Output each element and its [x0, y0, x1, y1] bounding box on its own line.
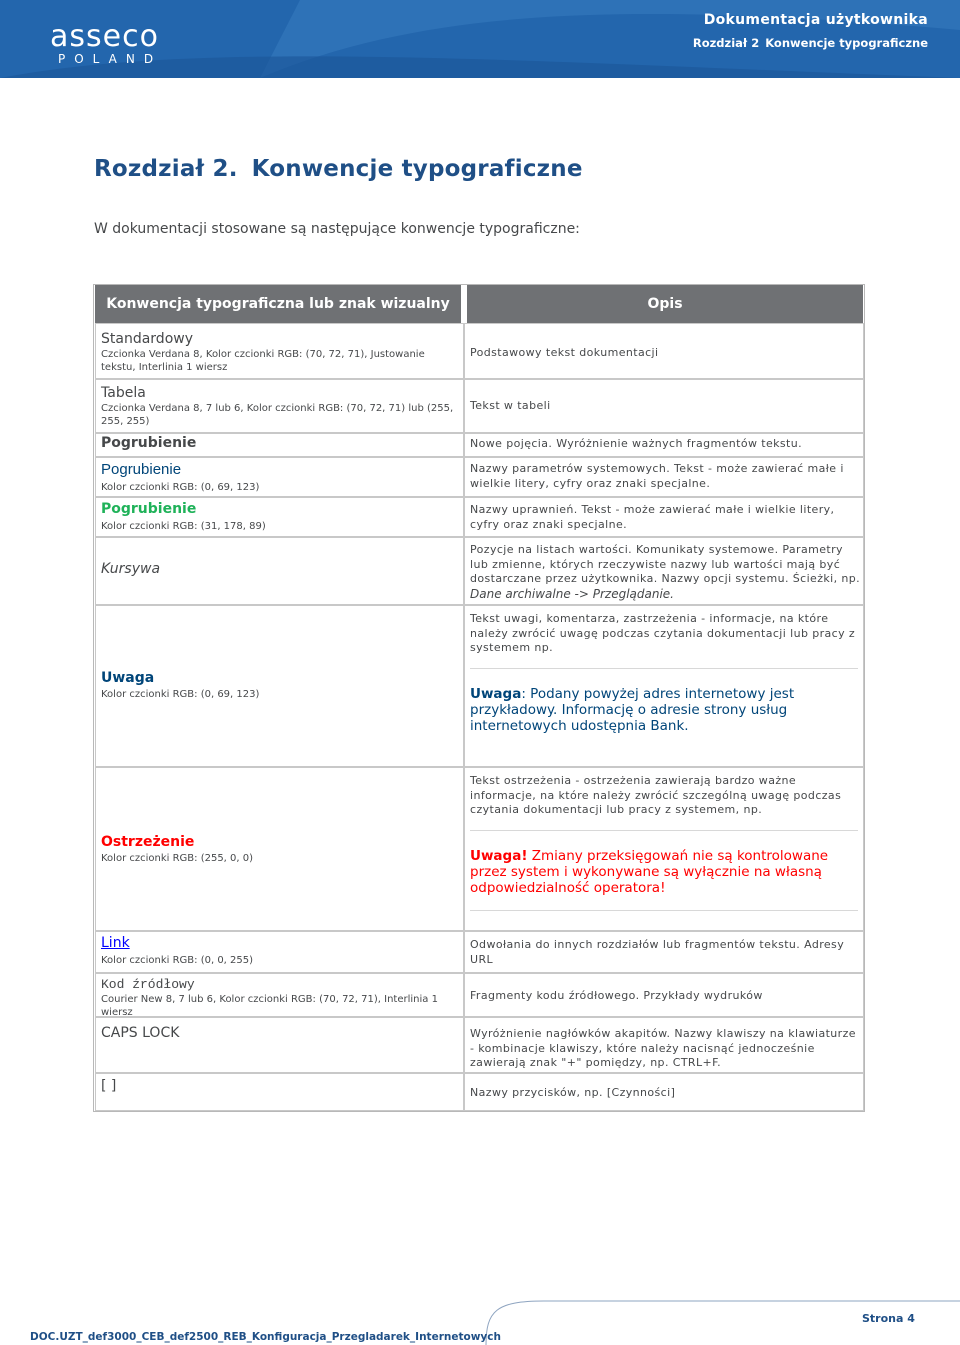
table-cell-description — [464, 379, 864, 433]
convention-desc: Courier New 8, 7 lub 6, Kolor czcionki RGB: (70, 72, 71), Interlinia 1 wiersz — [101, 994, 438, 1018]
table-row — [95, 537, 464, 605]
convention-desc: Kolor czcionki RGB: (0, 0, 255) — [101, 955, 254, 966]
convention-opis: Nazwy przycisków, np. [Czynności] — [470, 1086, 676, 1099]
table-cell-description — [464, 767, 864, 931]
convention-title: CAPS LOCK — [101, 1025, 180, 1041]
table-row — [95, 767, 464, 931]
note-example — [470, 686, 830, 734]
table-cell-description — [464, 605, 864, 767]
convention-desc: Czcionka Verdana 8, Kolor czcionki RGB: (70, 72, 71), Justowanie tekstu, Interlinia 1 wiersz — [101, 349, 425, 373]
convention-opis: Odwołania do innych rozdziałów lub fragmentów tekstu. Adresy URL — [470, 938, 845, 966]
convention-opis: Nazwy parametrów systemowych. Tekst - może zawierać małe i wielkie litery, cyfry oraz znaki specjalne. — [470, 462, 844, 490]
opis-example: Dane archiwalne -> Przeglądanie. — [470, 586, 674, 601]
convention-title: Standardowy — [101, 331, 193, 347]
divider — [470, 830, 858, 831]
note-example-text: : Podany powyżej adres internetowy jest przykładowy. Informację o adresie strony usług internetowych udostępnia Bank. — [470, 686, 795, 734]
warning-example — [470, 848, 840, 896]
convention-desc: Czcionka Verdana 8, 7 lub 6, Kolor czcionki RGB: (70, 72, 71) lub (255, 255, 255) — [101, 403, 454, 427]
convention-title: Pogrubienie — [101, 501, 197, 517]
logo-subtitle: POLAND — [58, 52, 163, 66]
table-header-convention: Konwencja typograficzna lub znak wizualny — [95, 285, 461, 323]
divider — [470, 910, 858, 911]
table-cell-description — [464, 457, 864, 497]
divider — [470, 668, 858, 669]
document-id: DOC.UZT_def3000_CEB_def2500_REB_Konfiguracja_Przegladarek_Internetowych — [30, 1331, 501, 1343]
table-cell-description — [464, 1073, 864, 1111]
conventions-table — [93, 284, 865, 1112]
table-cell-description — [464, 323, 864, 379]
convention-opis: Tekst uwagi, komentarza, zastrzeżenia - informacje, na które należy zwrócić uwagę podczas czytania dokumentacji lub pracy z systemem np. — [470, 612, 856, 654]
table-row — [95, 605, 464, 767]
chapter-number: Rozdział 2. — [94, 156, 238, 182]
convention-opis: Tekst w tabeli — [470, 399, 551, 412]
header-chapter-ref: Rozdział 2 — [692, 36, 760, 50]
table-row — [95, 433, 464, 457]
table-header-description: Opis — [467, 285, 863, 323]
header-chapter — [687, 36, 928, 50]
table-row — [95, 973, 464, 1017]
warning-example-label: Uwaga! — [470, 848, 528, 864]
table-row — [95, 497, 464, 537]
convention-opis: Fragmenty kodu źródłowego. Przykłady wydruków — [470, 989, 763, 1002]
warning-example-text: Zmiany przeksięgowań nie są kontrolowane przez system i wykonywane są wyłącznie na własną odpowiedzialność operatora! — [470, 848, 829, 896]
convention-title: Uwaga — [101, 670, 155, 686]
convention-opis — [470, 543, 862, 602]
convention-opis: Nazwy uprawnień. Tekst - może zawierać małe i wielkie litery, cyfry oraz znaki specjalne. — [470, 503, 835, 531]
table-cell-description — [464, 497, 864, 537]
table-row — [95, 931, 464, 973]
convention-title: [ ] — [101, 1078, 117, 1094]
chapter-title — [94, 156, 583, 182]
convention-desc: Kolor czcionki RGB: (0, 69, 123) — [101, 482, 260, 493]
opis-text: Pozycje na listach wartości. Komunikaty systemowe. Parametry lub zmienne, których rzeczywiste nazwy lub wartości mają być dostarczane przez użytkownika. Nazwy opcji systemu. Ścieżki, np. — [470, 543, 861, 585]
table-cell-description — [464, 973, 864, 1017]
note-example-label: Uwaga — [470, 686, 522, 702]
convention-title: Kod źródłowy — [101, 977, 195, 992]
convention-opis: Wyróżnienie nagłówków akapitów. Nazwy klawiszy na klawiaturze - kombinacje klawiszy, które należy nacisnąć jednocześnie zawierają znak "+" pomiędzy, np. CTRL+F. — [470, 1027, 856, 1069]
convention-title: Kursywa — [101, 561, 161, 577]
convention-title: Pogrubienie — [101, 461, 182, 478]
table-cell-description — [464, 433, 864, 457]
logo-wordmark: asseco — [50, 22, 159, 54]
table-cell-description — [464, 931, 864, 973]
table-cell-description — [464, 537, 864, 605]
table-row — [95, 1073, 464, 1111]
convention-desc: Kolor czcionki RGB: (255, 0, 0) — [101, 853, 254, 864]
chapter-name: Konwencje typograficzne — [251, 156, 583, 182]
table-row — [95, 323, 464, 379]
link-example[interactable]: Link — [101, 935, 130, 951]
table-row — [95, 457, 464, 497]
document-title: Dokumentacja użytkownika — [703, 12, 928, 28]
table-row — [95, 1017, 464, 1073]
convention-title: Tabela — [101, 385, 146, 401]
convention-desc: Kolor czcionki RGB: (31, 178, 89) — [101, 521, 266, 532]
table-cell-description — [464, 1017, 864, 1073]
convention-desc: Kolor czcionki RGB: (0, 69, 123) — [101, 689, 260, 700]
page-number: Strona 4 — [862, 1312, 915, 1325]
header-chapter-name: Konwencje typograficzne — [765, 36, 928, 50]
chapter-intro: W dokumentacji stosowane są następujące konwencje typograficzne: — [94, 221, 580, 237]
convention-opis: Podstawowy tekst dokumentacji — [470, 346, 659, 359]
convention-title: Pogrubienie — [101, 435, 197, 451]
convention-opis: Tekst ostrzeżenia - ostrzeżenia zawierają bardzo ważne informacje, na które należy zwrócić szczególną uwagę podczas czytania dokumentacji lub pracy z systemem, np. — [470, 774, 842, 816]
page-header — [0, 0, 960, 78]
convention-opis: Nowe pojęcia. Wyróżnienie ważnych fragmentów tekstu. — [470, 437, 803, 450]
convention-title: Ostrzeżenie — [101, 834, 195, 850]
table-row — [95, 379, 464, 433]
